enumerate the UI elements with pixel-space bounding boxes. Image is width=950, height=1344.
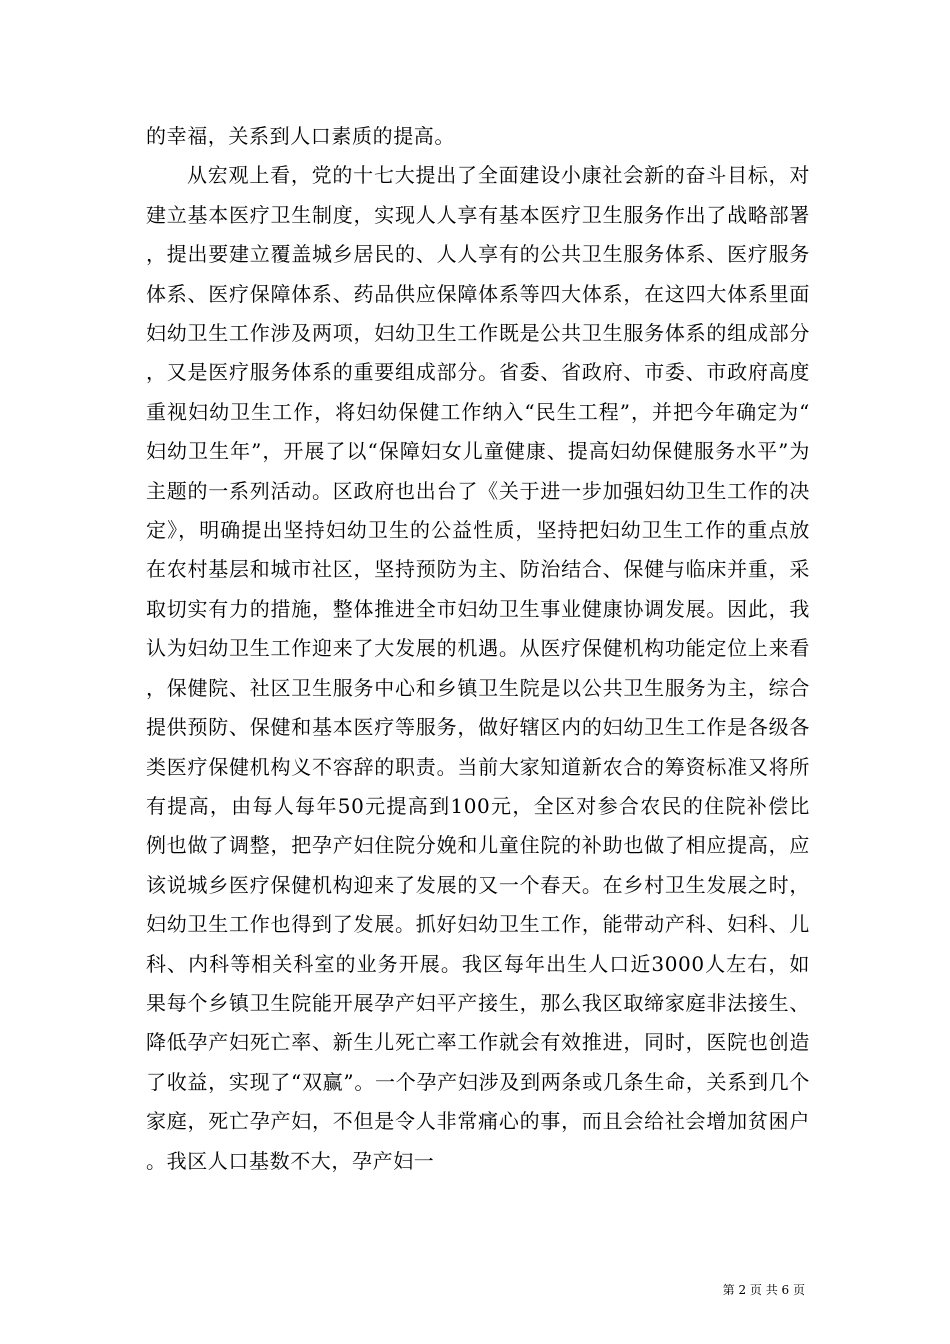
page-number-footer: [723, 1282, 805, 1298]
page-number-label: 第 2 页 共 6 页: [722, 1283, 805, 1297]
paragraph-main: 从宏观上看，党的十七大提出了全面建设小康社会新的奋斗目标，对建立基本医疗卫生制度，实现人人享有基本医疗卫生服务作出了战略部署，提出要建立覆盖城乡居民的、人人享有的公共卫生服务体系、医疗服务体系、医疗保障体系、药品供应保障体系等四大体系，在这四大体系里面妇幼卫生工作涉及两项，妇幼卫生工作既是公共卫生服务体系的组成部分，又是医疗服务体系的重要组成部分。省委、省政府、市委、市政府高度重视妇幼卫生工作，将妇幼保健工作纳入“民生工程”，并把今年确定为“妇幼卫生年”，开展了以“保障妇女儿童健康、提高妇幼保健服务水平”为主题的一系列活动。区政府也出台了《关于进一步加强妇幼卫生工作的决定》，明确提出坚持妇幼卫生的公益性质，坚持把妇幼卫生工作的重点放在农村基层和城市社区，坚持预防为主、防治结合、保健与临床并重，采取切实有力的措施，整体推进全市妇幼卫生事业健康协调发展。因此，我认为妇幼卫生工作迎来了大发展的机遇。从医疗保健机构功能定位上来看，保健院、社区卫生服务中心和乡镇卫生院是以公共卫生服务为主，综合提供预防、保健和基本医疗等服务，做好辖区内的妇幼卫生工作是各级各类医疗保健机构义不容辞的职责。当前大家知道新农合的筹资标准又将所有提高，由每人每年50元提高到100元，全区对参合农民的住院补偿比例也做了调整，把孕产妇住院分娩和儿童住院的补助也做了相应提高，应该说城乡医疗保健机构迎来了发展的又一个春天。在乡村卫生发展之时，妇幼卫生工作也得到了发展。抓好妇幼卫生工作，能带动产科、妇科、儿科、内科等相关科室的业务开展。我区每年出生人口近3000人左右，如果每个乡镇卫生院能开展孕产妇平产接生，那么我区取缔家庭非法接生、降低孕产妇死亡率、新生儿死亡率工作就会有效推进，同时，医院也创造了收益，实现了“双赢”。一个孕产妇涉及到两条或几条生命，关系到几个家庭，死亡孕产妇，不但是令人非常痛心的事，而且会给社会增加贫困户。我区人口基数不大，孕产妇一: [146, 163, 810, 1173]
paragraph-continuation: 的幸福，关系到人口素质的提高。: [146, 124, 455, 148]
document-body: [146, 117, 810, 1181]
